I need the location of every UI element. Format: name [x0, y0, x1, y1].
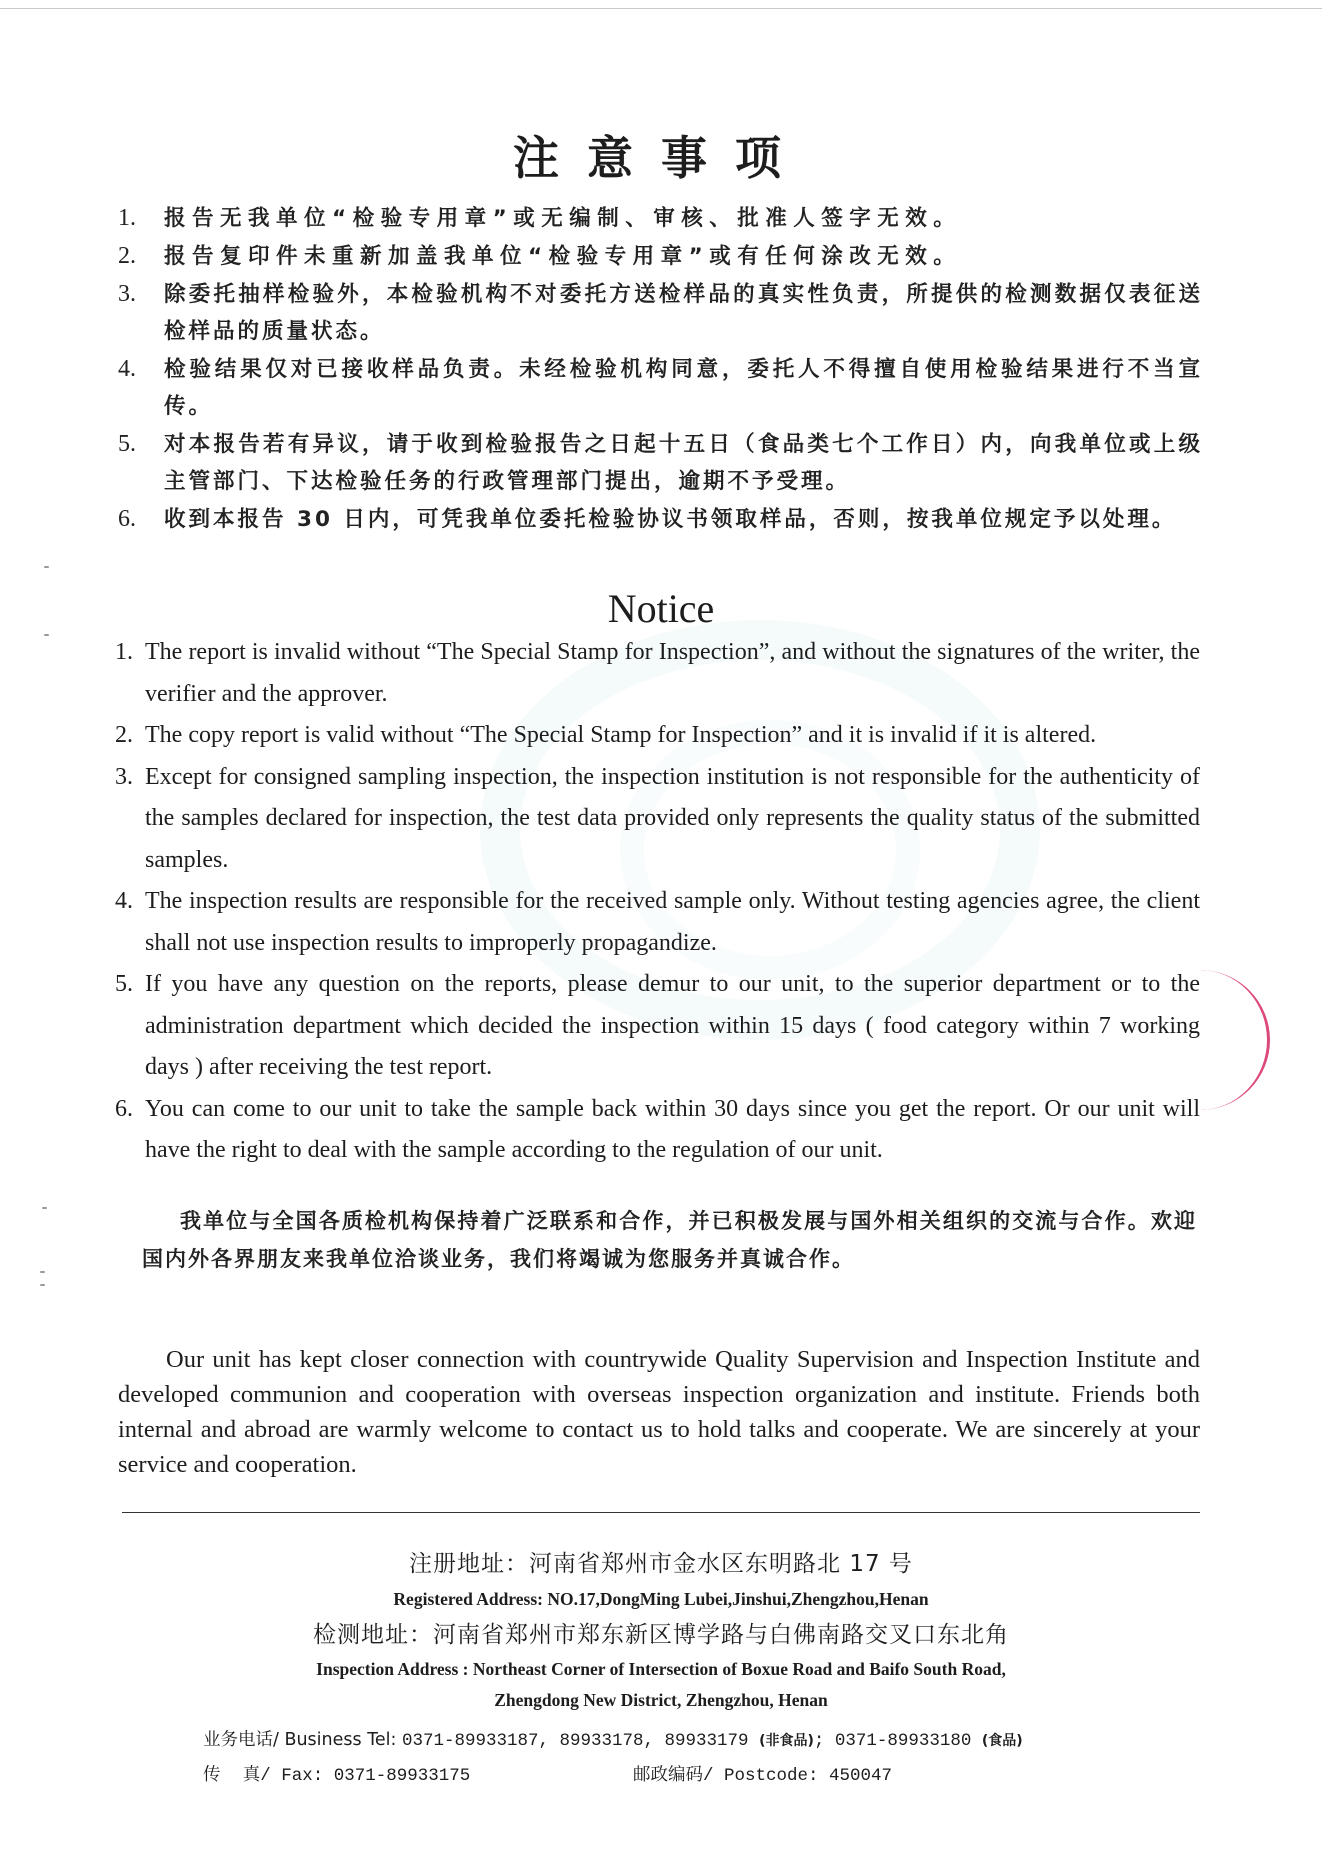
list-item: 4. 检验结果仅对已接收样品负责。未经检验机构同意，委托人不得擅自使用检验结果进行不当宣传。 — [118, 356, 1203, 419]
list-item: 4. The inspection results are responsible for the received sample only. Without testing agencies agree, the client shall not use inspection results to improperly propagandize. — [115, 888, 1200, 956]
scan-edge-line — [0, 8, 1322, 9]
list-item: 1. The report is invalid without “The Special Stamp for Inspection”, and without the signatures of the writer, the verifier and the approver. — [115, 639, 1200, 707]
list-item: 3. 除委托抽样检验外，本检验机构不对委托方送检样品的真实性负责，所提供的检测数据仅表征送检样品的质量状态。 — [118, 281, 1203, 344]
list-item: 6. You can come to our unit to take the sample back within 30 days since you get the report. Or our unit will have the right to deal with the sample according to the regulation of our unit. — [115, 1095, 1200, 1163]
list-item: 2. The copy report is valid without “The Special Stamp for Inspection” and it is invalid if it is altered. — [115, 722, 1097, 748]
business-tel: 业务电话/ Business Tel: 0371-89933187, 89933178, 89933179 (非食品); 0371-89933180 (食品) — [203, 1730, 1023, 1751]
notice-title-en: Notice — [607, 586, 715, 631]
registered-address-cn: 注册地址：河南省郑州市金水区东明路北 17 号 — [409, 1551, 913, 1577]
cooperation-paragraph-cn: 我单位与全国各质检机构保持着广泛联系和合作，并已积极发展与国外相关组织的交流与合作。欢迎国内外各界朋友来我单位洽谈业务，我们将竭诚为您服务并真诚合作。 — [142, 1209, 1197, 1271]
page-title-cn: 注意事项 — [513, 131, 809, 185]
seal-stamp-edge — [1190, 970, 1270, 1110]
registered-address-en: Registered Address: NO.17,DongMing Lubei,Jinshui,Zhengzhou,Henan — [393, 1589, 929, 1609]
notice-list-en — [115, 632, 1200, 1172]
list-item: 5. If you have any question on the reports, please demur to our unit, to the superior department or to the administration department which decided the inspection within 15 days ( food category within 7 working days ) after receiving the test report. — [115, 971, 1200, 1080]
inspection-address-en-line2: Zhengdong New District, Zhengzhou, Henan — [494, 1690, 828, 1710]
notice-list-cn — [118, 200, 1203, 539]
list-item: 5. 对本报告若有异议，请于收到检验报告之日起十五日（食品类七个工作日）内，向我单位或上级主管部门、下达检验任务的行政管理部门提出，逾期不予受理。 — [118, 431, 1203, 494]
list-item: 1. 报告无我单位“检验专用章”或无编制、审核、批准人签字无效。 — [118, 205, 962, 231]
list-item: 3. Except for consigned sampling inspection, the inspection institution is not responsible for the authenticity of the samples declared for inspection, the test data provided only represents the quality status of the submitted samples. — [115, 763, 1200, 873]
postcode-line: 邮政编码/ Postcode: 450047 — [633, 1765, 893, 1786]
fax-line: 传 真/ Fax: 0371-89933175 — [203, 1765, 471, 1786]
divider — [122, 1512, 1200, 1513]
inspection-address-cn: 检测地址：河南省郑州市郑东新区博学路与白佛南路交叉口东北角 — [313, 1622, 1009, 1648]
cooperation-paragraph-en: Our unit has kept closer connection with countrywide Quality Supervision and Inspection Institute and developed communion and cooperation with overseas inspection organization and institute. Friends both internal and abroad are warmly welcome to contact us to hold talks and cooperate. We are sincerely at your service and cooperation. — [118, 1346, 1200, 1478]
list-item: 2. 报告复印件未重新加盖我单位“检验专用章”或有任何涂改无效。 — [118, 243, 962, 269]
inspection-address-en-line1: Inspection Address : Northeast Corner of Intersection of Boxue Road and Baifo South Road, — [316, 1659, 1006, 1679]
list-item: 6. 收到本报告 30 日内，可凭我单位委托检验协议书领取样品，否则，按我单位规定予以处理。 — [118, 506, 1177, 532]
